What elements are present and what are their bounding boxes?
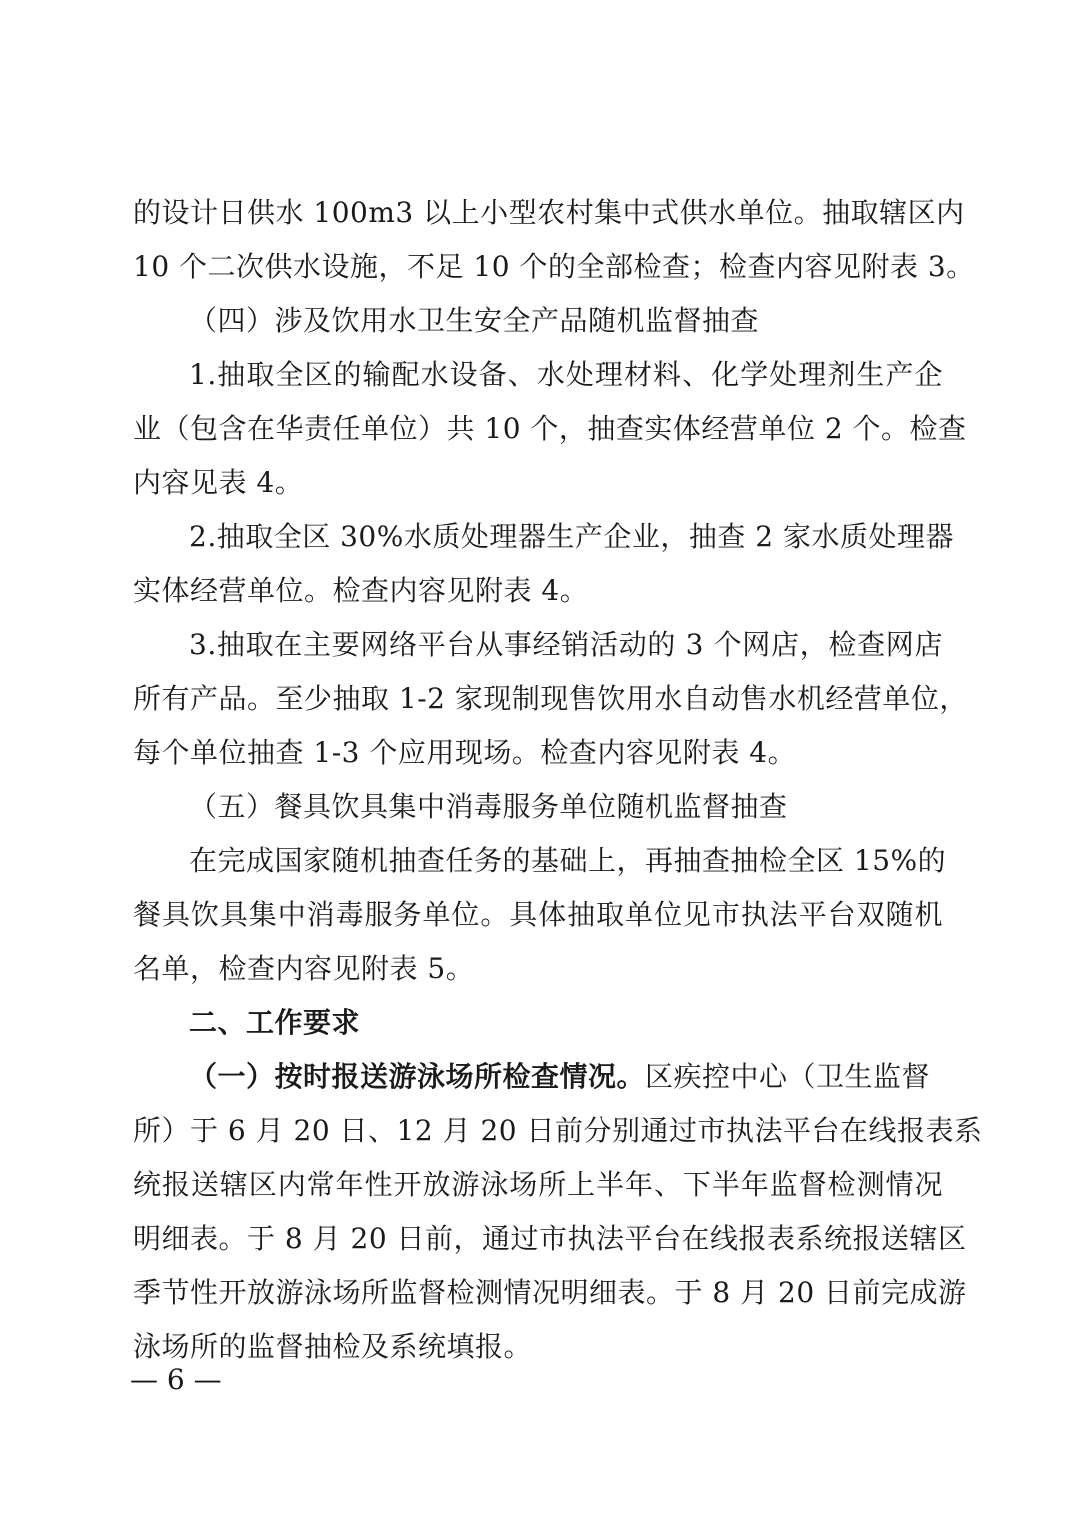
section-heading-five: （五）餐具饮具集中消毒服务单位随机监督抽查 (189, 790, 788, 823)
paragraph-line (189, 1057, 943, 1097)
paragraph-line: 统报送辖区内常年性开放游泳场所上半年、下半年监督检测情况 (133, 1168, 943, 1201)
paragraph-line: 所）于 6 月 20 日、12 月 20 日前分别通过市执法平台在线报表系 (133, 1114, 983, 1147)
subsection-heading-one: （一）按时报送游泳场所检查情况。 (189, 1060, 646, 1093)
paragraph-line: 每个单位抽查 1-3 个应用现场。检查内容见附表 4。 (133, 736, 797, 769)
page-number: — 6 — (130, 1363, 222, 1396)
section-heading-four: （四）涉及饮用水卫生安全产品随机监督抽查 (189, 304, 760, 337)
paragraph-line: 季节性开放游泳场所监督检测情况明细表。于 8 月 20 日前完成游 (133, 1276, 967, 1309)
paragraph-line: 餐具饮具集中消毒服务单位。具体抽取单位见市执法平台双随机 (133, 898, 943, 931)
paragraph-line: 名单，检查内容见附表 5。 (133, 952, 475, 985)
section-heading-work-requirements: 二、工作要求 (189, 1006, 361, 1039)
paragraph-line: 内容见表 4。 (133, 466, 304, 499)
paragraph-line: 泳场所的监督抽检及系统填报。 (133, 1330, 533, 1363)
paragraph-line-text: 区疾控中心（卫生监督 (645, 1060, 931, 1093)
paragraph-line: 业（包含在华责任单位）共 10 个，抽查实体经营单位 2 个。检查 (133, 412, 967, 445)
paragraph-line: 的设计日供水 100m3 以上小型农村集中式供水单位。抽取辖区内 (133, 196, 965, 229)
paragraph-line: 实体经营单位。检查内容见附表 4。 (133, 574, 589, 607)
paragraph-line: 在完成国家随机抽查任务的基础上，再抽查抽检全区 15%的 (189, 844, 947, 877)
paragraph-line: 10 个二次供水设施，不足 10 个的全部检查；检查内容见附表 3。 (133, 250, 975, 283)
paragraph-line: 所有产品。至少抽取 1-2 家现制现售饮用水自动售水机经营单位， (133, 682, 968, 715)
paragraph-line: 明细表。于 8 月 20 日前，通过市执法平台在线报表系统报送辖区 (133, 1222, 967, 1255)
paragraph-line: 2.抽取全区 30%水质处理器生产企业，抽查 2 家水质处理器 (189, 520, 954, 553)
paragraph-line: 1.抽取全区的输配水设备、水处理材料、化学处理剂生产企 (189, 358, 943, 391)
paragraph-line: 3.抽取在主要网络平台从事经销活动的 3 个网店，检查网店 (189, 628, 943, 661)
